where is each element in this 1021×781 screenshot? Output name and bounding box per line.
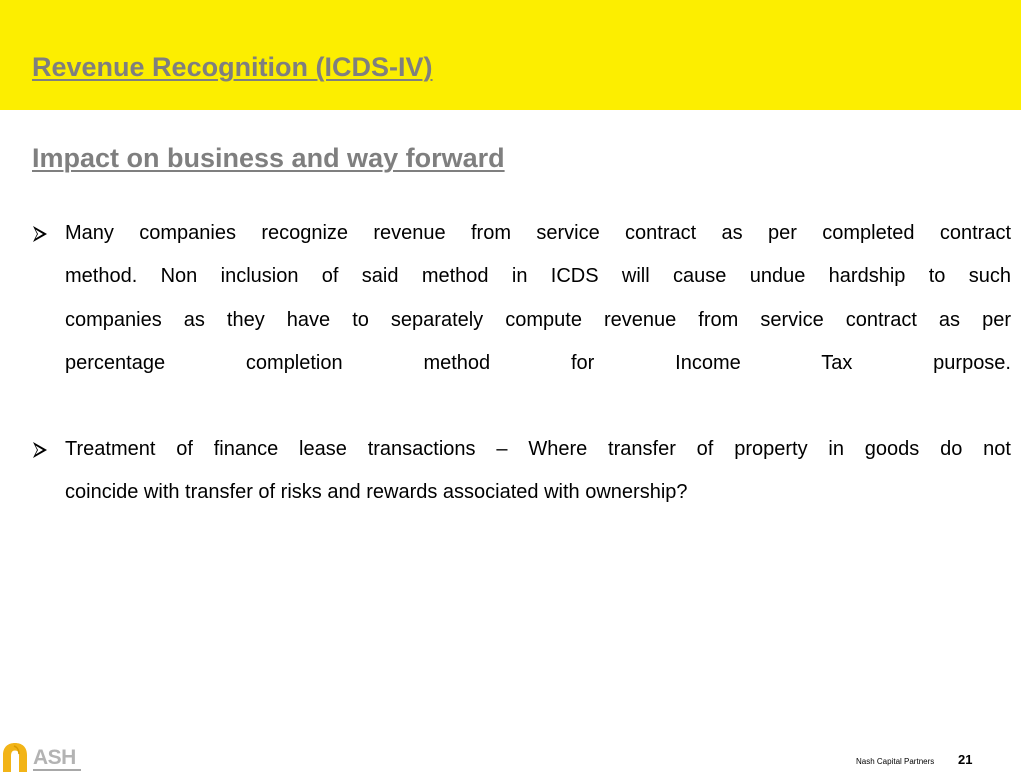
bullet-item <box>32 212 1011 385</box>
bullet-line: coincide with transfer of risks and rewards associated with ownership? <box>65 481 688 504</box>
logo-wordmark: ASH <box>33 746 76 769</box>
nash-logo <box>0 738 86 781</box>
arrow-bullet-icon <box>32 224 48 244</box>
bullet-line: Treatment of finance lease transactions – Where transfer of property in goods do not <box>65 438 1011 461</box>
page-number: 21 <box>958 752 973 767</box>
logo-tagline <box>33 769 81 771</box>
slide-title: Revenue Recognition (ICDS-IV) <box>32 52 433 82</box>
footer-company: Nash Capital Partners <box>856 757 935 766</box>
bullet-line: method. Non inclusion of said method in ICDS will cause undue hardship to such <box>65 265 1011 288</box>
section-heading: Impact on business and way forward <box>32 143 505 173</box>
arrow-bullet-icon <box>32 440 48 460</box>
bullet-line: percentage completion method for Income Tax purpose. <box>65 351 1011 374</box>
bullet-line: Many companies recognize revenue from service contract as per completed contract <box>65 222 1011 244</box>
nash-logo-mark <box>0 738 86 781</box>
bullet-list <box>32 212 1011 515</box>
bullet-line: companies as they have to separately compute revenue from service contract as per <box>65 308 1011 331</box>
bullet-item <box>32 428 1011 515</box>
